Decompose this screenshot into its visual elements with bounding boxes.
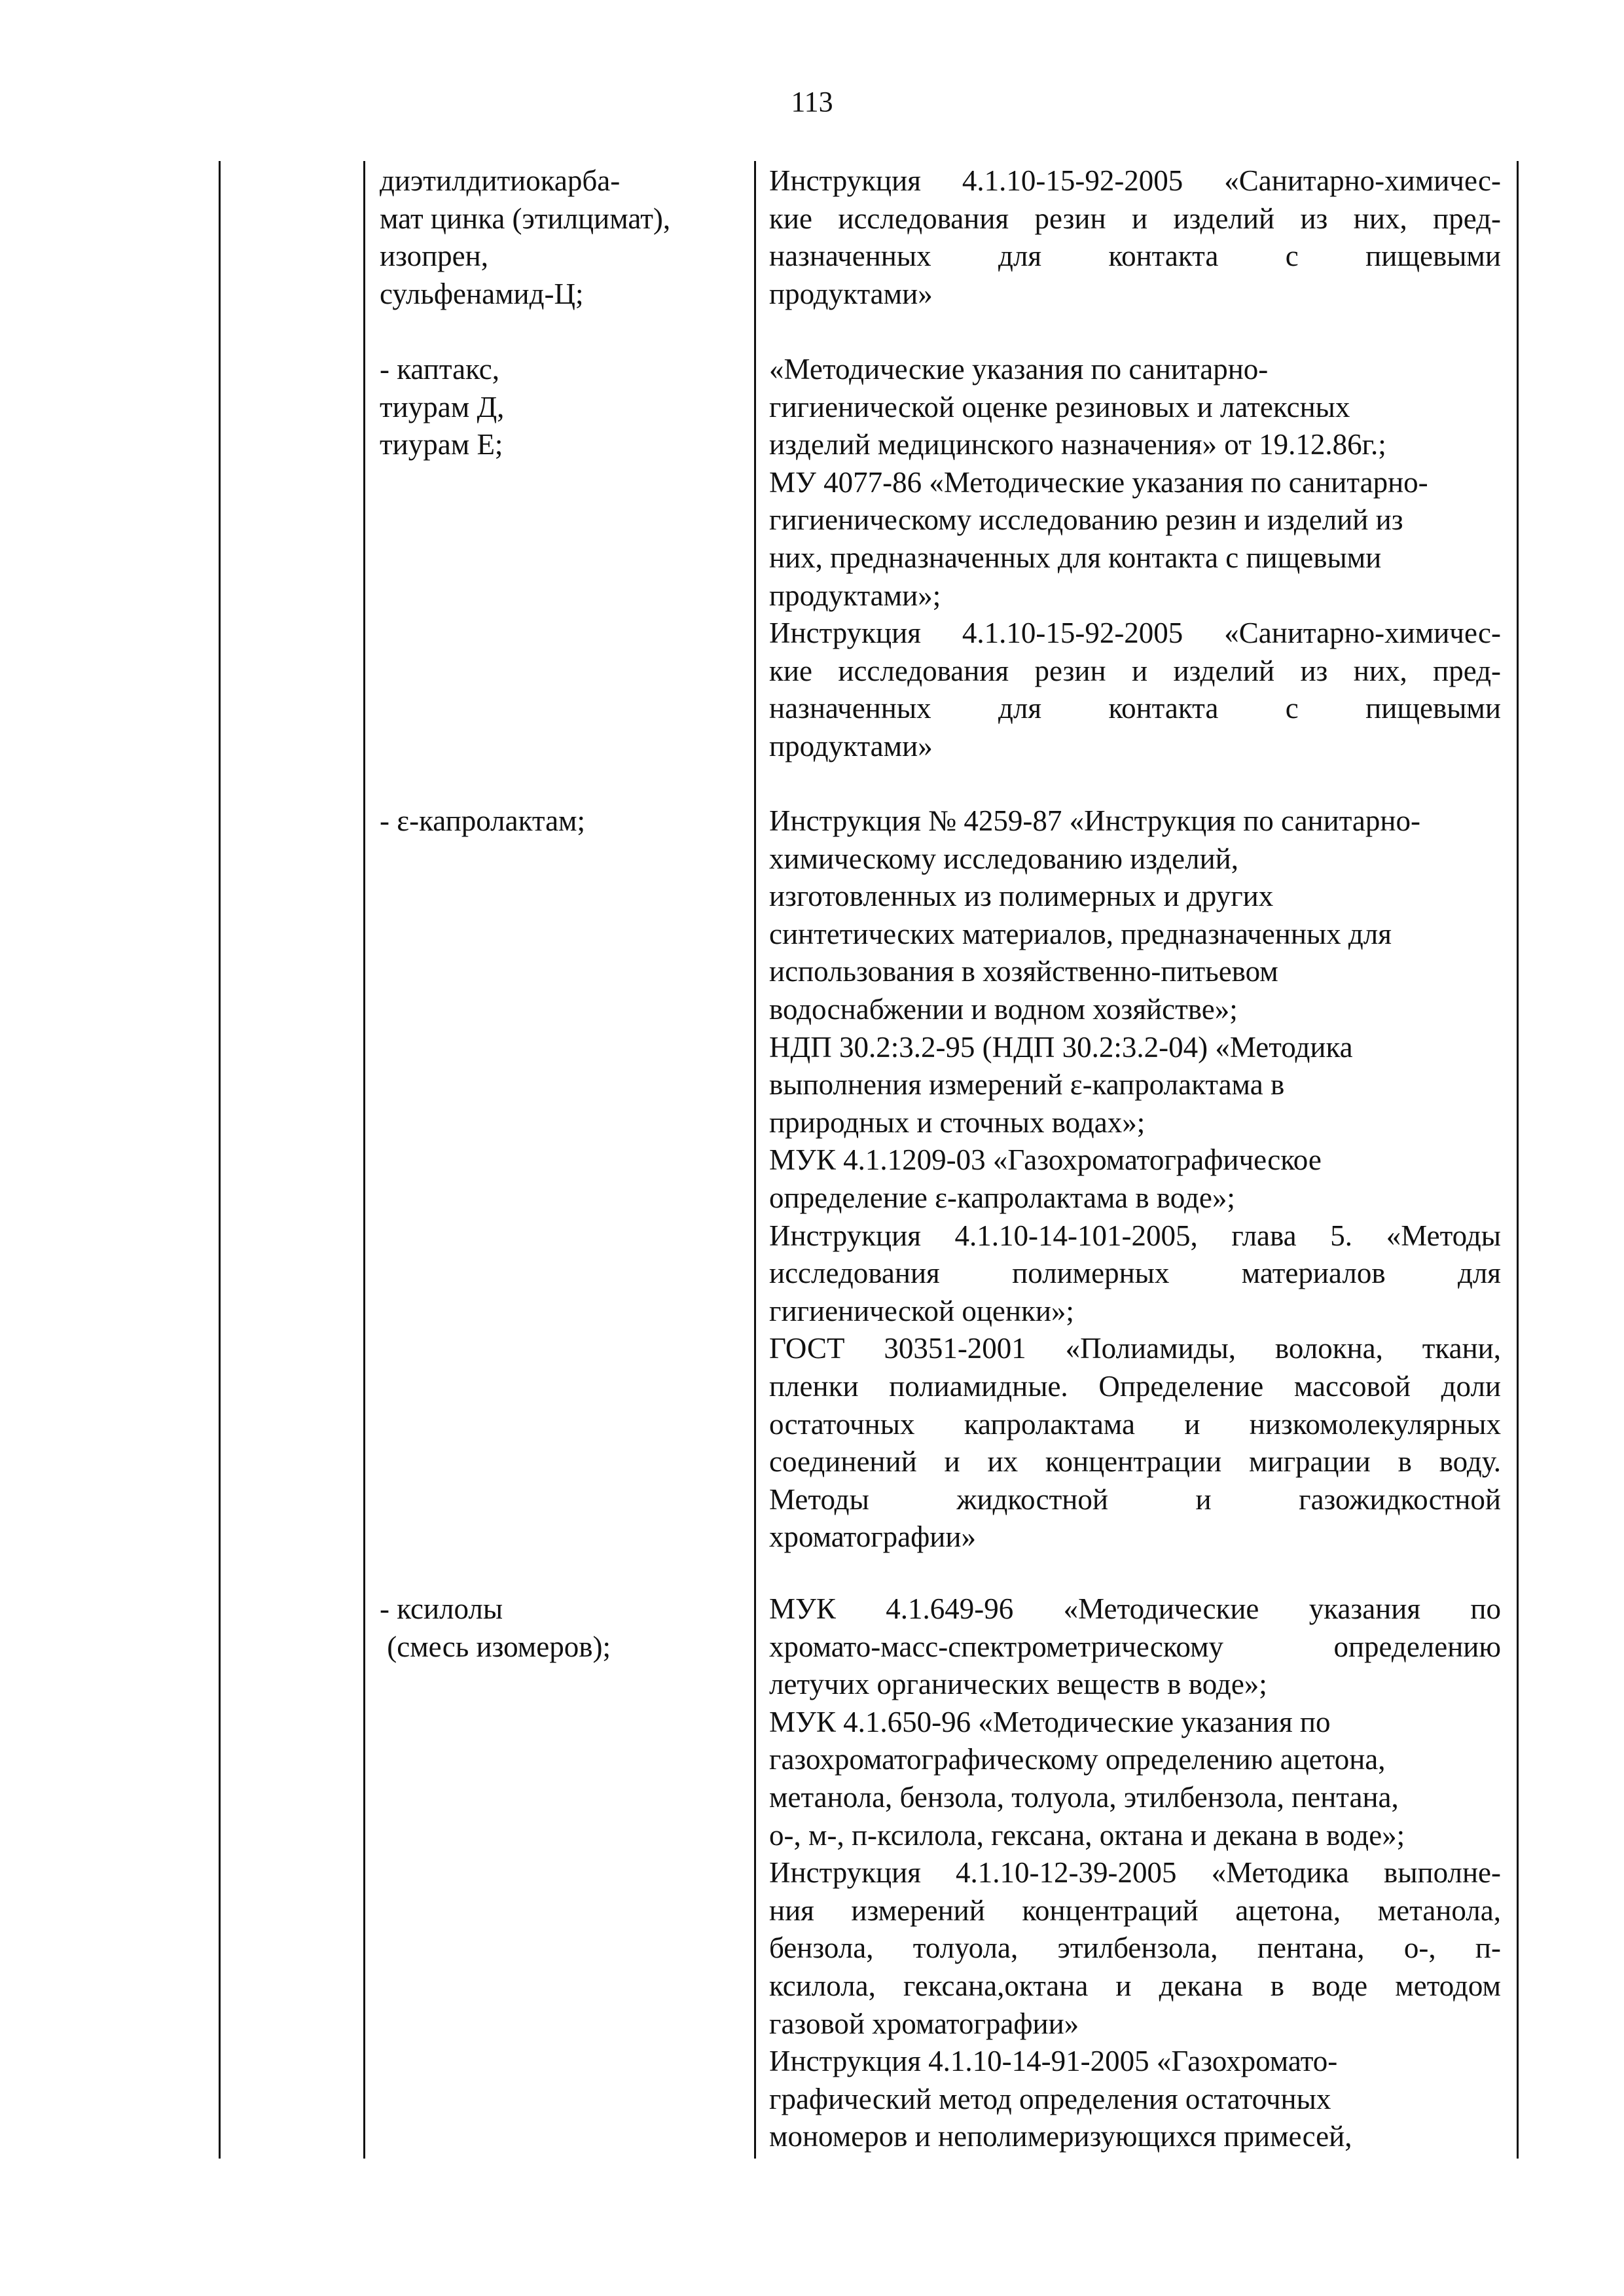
method-line: бензола, толуола, этилбензола, пентана, о-, п- <box>769 1931 1501 1965</box>
method-line: летучих органических веществ в воде»; <box>769 1668 1267 1701</box>
substance-line: (смесь изомеров); <box>380 1630 611 1663</box>
method-line: продуктами»; <box>769 579 941 612</box>
method-line: Инструкция 4.1.10-15-92-2005 «Санитарно-химичес- <box>769 164 1501 197</box>
substance-line: - каптакс, <box>380 353 500 386</box>
method-line: «Методические указания по санитарно- <box>769 353 1269 386</box>
method-line: использования в хозяйственно-питьевом <box>769 955 1278 988</box>
method-line: кие исследования резин и изделий из них, пред- <box>769 654 1501 687</box>
method-cell-4 <box>769 1590 1501 2156</box>
table-column-divider-2 <box>754 161 756 2159</box>
substance-line: тиурам Д, <box>380 390 505 423</box>
method-line: Инструкция 4.1.10-15-92-2005 «Санитарно-химичес- <box>769 617 1501 650</box>
method-line: МУК 4.1.650-96 «Методические указания по <box>769 1705 1331 1738</box>
substance-cell-4 <box>380 1590 733 1666</box>
method-line: изготовленных из полимерных и других <box>769 880 1274 913</box>
method-line: МУК 4.1.649-96 «Методические указания по <box>769 1592 1501 1625</box>
substance-cell-2 <box>380 351 733 464</box>
table-border-right <box>1517 161 1519 2159</box>
method-line: Инструкция № 4259-87 «Инструкция по санитарно- <box>769 804 1420 837</box>
method-line: гигиенической оценки»; <box>769 1294 1074 1327</box>
method-line: остаточных капролактама и низкомолекулярных <box>769 1407 1501 1441</box>
method-line: гигиенической оценке резиновых и латексных <box>769 390 1350 423</box>
table-column-divider-1 <box>363 161 365 2159</box>
method-line: определение ε-капролактама в воде»; <box>769 1181 1235 1214</box>
method-line: МУ 4077-86 «Методические указания по санитарно- <box>769 465 1428 499</box>
method-line: гигиеническому исследованию резин и изделий из <box>769 503 1403 537</box>
method-line: химическому исследованию изделий, <box>769 842 1238 875</box>
method-line: хроматографии» <box>769 1520 976 1554</box>
method-line: назначенных для контакта с пищевыми <box>769 240 1501 273</box>
method-line: графический метод определения остаточных <box>769 2082 1331 2115</box>
method-cell-2 <box>769 351 1501 766</box>
substance-cell-3 <box>380 802 733 840</box>
substance-line: диэтилдитиокарба- <box>380 164 621 197</box>
method-line: выполнения измерений ε-капролактама в <box>769 1068 1285 1102</box>
method-line: Методы жидкостной и газожидкостной <box>769 1482 1501 1516</box>
method-line: Инструкция 4.1.10-14-101-2005, глава 5. «Методы <box>769 1219 1501 1252</box>
substance-line: тиурам Е; <box>380 428 503 461</box>
method-line: водоснабжении и водном хозяйстве»; <box>769 992 1238 1026</box>
method-line: ГОСТ 30351-2001 «Полиамиды, волокна, ткани, <box>769 1332 1501 1365</box>
substance-line: - ε-капролактам; <box>380 804 586 837</box>
substance-line: изопрен, <box>380 240 488 273</box>
method-line: природных и сточных водах»; <box>769 1105 1146 1139</box>
method-line: НДП 30.2:3.2-95 (НДП 30.2:3.2-04) «Методика <box>769 1030 1353 1064</box>
method-line: кие исследования резин и изделий из них, пред- <box>769 202 1501 235</box>
method-line: хромато-масс-спектрометрическому определению <box>769 1630 1501 1663</box>
method-line: продуктами» <box>769 277 933 310</box>
method-line: МУК 4.1.1209-03 «Газохроматографическое <box>769 1143 1322 1177</box>
method-line: ния измерений концентраций ацетона, метанола, <box>769 1893 1501 1927</box>
method-line: Инструкция 4.1.10-12-39-2005 «Методика выполне- <box>769 1856 1501 1890</box>
method-line: газовой хроматографии» <box>769 2007 1079 2040</box>
substance-line: - ксилолы <box>380 1592 503 1625</box>
method-line: соединений и их концентрации миграции в воду. <box>769 1445 1501 1479</box>
method-line: метанола, бензола, толуола, этилбензола, пентана, <box>769 1780 1399 1814</box>
table-border-left <box>219 161 221 2159</box>
method-line: назначенных для контакта с пищевыми <box>769 692 1501 725</box>
page-number: 113 <box>791 86 833 118</box>
method-line: них, предназначенных для контакта с пищевыми <box>769 541 1382 574</box>
method-line: мономеров и неполимеризующихся примесей, <box>769 2120 1352 2153</box>
substance-cell-1 <box>380 162 733 313</box>
method-line: о-, м-, п-ксилола, гексана, октана и декана в воде»; <box>769 1818 1405 1852</box>
method-line: ксилола, гексана,октана и декана в воде методом <box>769 1969 1501 2002</box>
method-cell-3 <box>769 802 1501 1556</box>
substance-line: сульфенамид-Ц; <box>380 277 584 310</box>
substance-line: мат цинка (этилцимат), <box>380 202 671 235</box>
method-line: Инструкция 4.1.10-14-91-2005 «Газохромато- <box>769 2045 1338 2078</box>
method-line: газохроматографическому определению ацетона, <box>769 1743 1386 1776</box>
method-line: синтетических материалов, предназначенных для <box>769 917 1392 950</box>
method-line: изделий медицинского назначения» от 19.12.86г.; <box>769 428 1386 461</box>
method-line: исследования полимерных материалов для <box>769 1257 1501 1290</box>
method-line: пленки полиамидные. Определение массовой доли <box>769 1369 1501 1403</box>
method-cell-1 <box>769 162 1501 313</box>
method-line: продуктами» <box>769 729 933 762</box>
